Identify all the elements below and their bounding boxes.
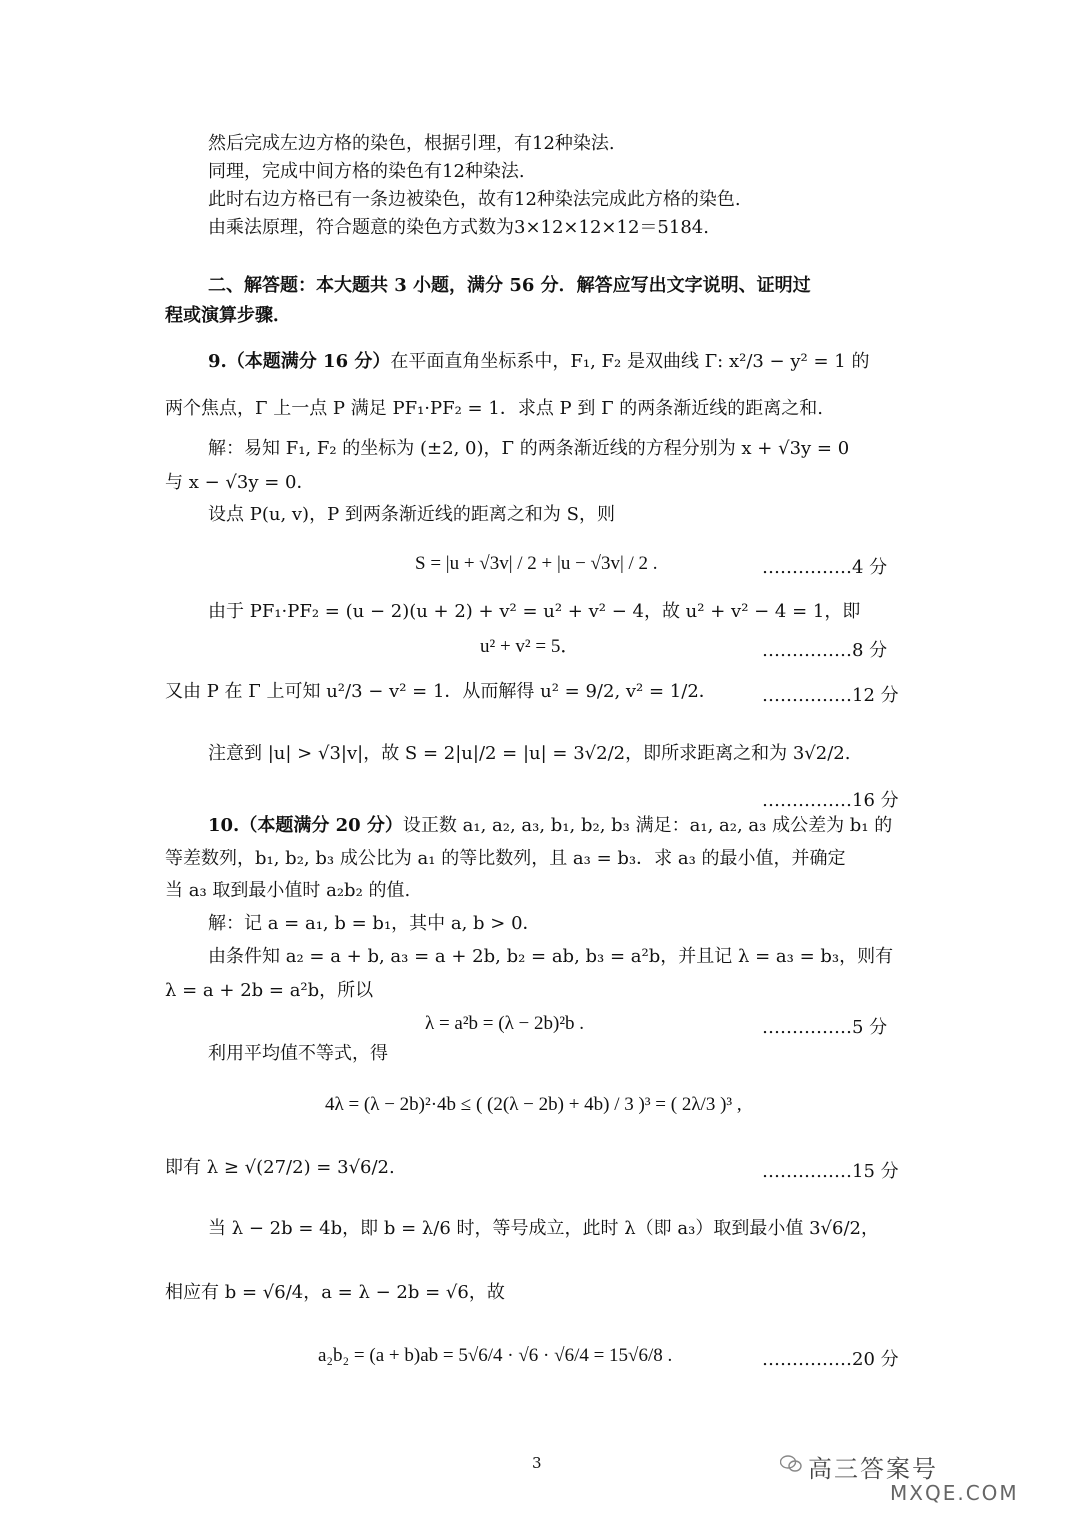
q9-formula-uv: u² + v² = 5． [480, 636, 580, 657]
q10-solution-line-1: 解：记 a = a₁, b = b₁，其中 a, b > 0． [208, 913, 541, 934]
q10-score-5: ……………5 分 [762, 1017, 888, 1038]
q10-solution-line-8: 当 λ − 2b = 4b，即 b = λ/6 时，等号成立，此时 λ（即 a₃）取到最小值 3√6/2， [208, 1218, 879, 1239]
q10-statement-line-3: 当 a₃ 取到最小值时 a₂b₂ 的值. [165, 880, 411, 901]
q10-formula-inequality: 4λ = (λ − 2b)²·4b ≤ ( (2(λ − 2b) + 4b) / 3 )³ = ( 2λ/3 )³ , [325, 1094, 742, 1115]
q10-solution-line-2: 由条件知 a₂ = a + b, a₃ = a + 2b, b₂ = ab, b₃ = a²b，并且记 λ = a₃ = b₃，则有 [208, 946, 894, 967]
q9-solution-line-5: 由于 PF₁·PF₂ = (u − 2)(u + 2) + v² = u² + v² − 4，故 u² + v² − 4 = 1，即 [208, 601, 861, 622]
watermark [780, 1447, 1040, 1507]
intro-line-2: 同理，完成中间方格的染色有12种染法. [208, 161, 525, 182]
q9-solution-line-3: 设点 P(u, v)，P 到两条渐近线的距离之和为 S，则 [208, 504, 615, 525]
q10-formula-lambda: λ = a²b = (λ − 2b)²b . [425, 1013, 585, 1034]
q10-statement-line-2: 等差数列，b₁, b₂, b₃ 成公比为 a₁ 的等比数列，且 a₃ = b₃．求 a₃ 的最小值，并确定 [165, 848, 846, 869]
q9-statement-line-1: 9.（本题满分 16 分）在平面直角坐标系中，F₁, F₂ 是双曲线 Γ: x²/3 − y² = 1 的 [208, 351, 870, 372]
q9-solution-line-8: 注意到 |u| > √3|v|，故 S = 2|u|/2 = |u| = 3√2/2，即所求距离之和为 3√2/2. [208, 743, 851, 764]
q10-formula-result: a₂b₂ = (a + b)ab = 5√6/4 · √6 · √6/4 = 15√6/8 . [318, 1345, 673, 1366]
q9-statement-line-2: 两个焦点，Γ 上一点 P 满足 PF₁·PF₂ = 1．求点 P 到 Γ 的两条渐近线的距离之和. [165, 398, 824, 419]
watermark-url: MXQE.COM [890, 1481, 1019, 1505]
section-heading-cont: 程或演算步骤． [165, 305, 291, 326]
q9-score-4: ……………4 分 [762, 557, 888, 578]
q10-score-20: ……………20 分 [762, 1349, 899, 1370]
q10-solution-line-9: 相应有 b = √6/4，a = λ − 2b = √6，故 [165, 1282, 505, 1303]
intro-line-4: 由乘法原理，符合题意的染色方式数为3×12×12×12＝5184. [208, 217, 709, 238]
q9-score-8: ……………8 分 [762, 640, 888, 661]
page-number: 3 [532, 1454, 542, 1472]
q9-solution-line-1: 解：易知 F₁, F₂ 的坐标为 (±2, 0)，Γ 的两条渐近线的方程分别为 x + √3y = 0 [208, 438, 850, 459]
intro-line-3: 此时右边方格已有一条边被染色，故有12种染法完成此方格的染色. [208, 189, 741, 210]
q10-statement-line-1: 10.（本题满分 20 分）设正数 a₁, a₂, a₃, b₁, b₂, b₃ 满足：a₁, a₂, a₃ 成公差为 b₁ 的 [208, 815, 893, 836]
q10-score-15: ……………15 分 [762, 1161, 899, 1182]
wechat-icon [780, 1455, 802, 1473]
q10-solution-line-5: 利用平均值不等式，得 [208, 1043, 388, 1064]
q9-solution-line-7: 又由 P 在 Γ 上可知 u²/3 − v² = 1．从而解得 u² = 9/2, v² = 1/2． [165, 681, 717, 702]
intro-line-1: 然后完成左边方格的染色，根据引理，有12种染法. [208, 133, 615, 154]
watermark-title: 高三答案号 [808, 1455, 938, 1483]
q10-solution-line-7: 即有 λ ≥ √(27/2) = 3√6/2. [165, 1157, 395, 1178]
q9-heading: 9.（本题满分 16 分） [208, 351, 391, 372]
q9-solution-line-2: 与 x − √3y = 0． [165, 472, 315, 493]
q9-formula-s: S = |u + √3v| / 2 + |u − √3v| / 2 . [415, 553, 658, 574]
q10-heading: 10.（本题满分 20 分） [208, 815, 403, 836]
q9-score-12: ……………12 分 [762, 685, 899, 706]
q9-score-16: ……………16 分 [762, 790, 899, 811]
section-heading: 二、解答题：本大题共 3 小题，满分 56 分．解答应写出文字说明、证明过 [208, 275, 811, 296]
q10-solution-line-3: λ = a + 2b = a²b，所以 [165, 980, 374, 1001]
